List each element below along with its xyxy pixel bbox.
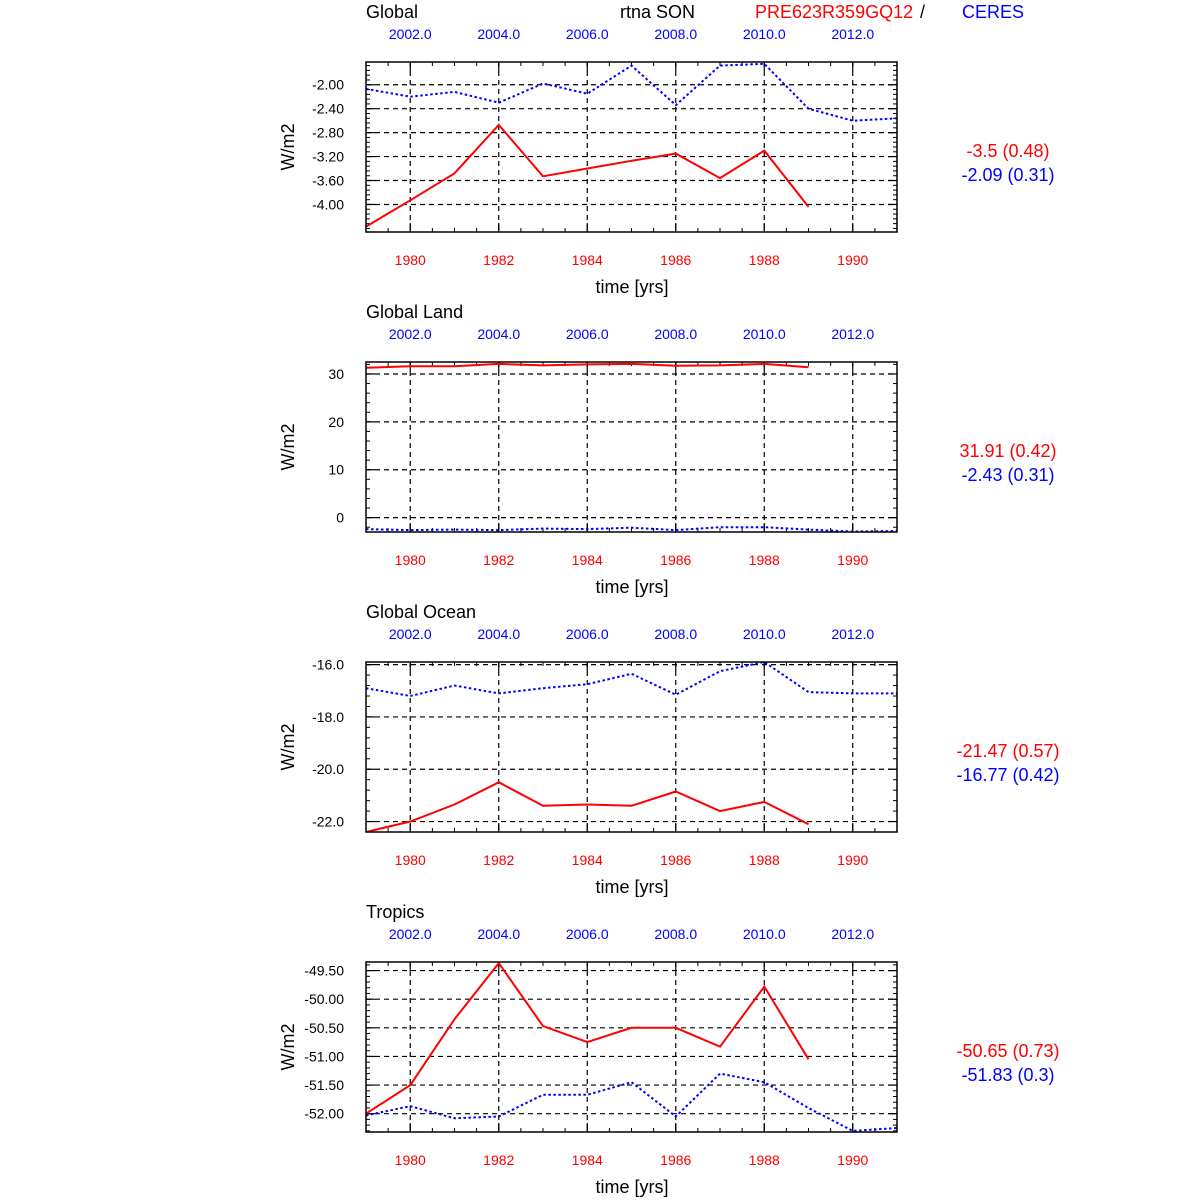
x-bottom-tick-label: 1980 (394, 552, 426, 568)
x-bottom-tick-label: 1982 (483, 552, 515, 568)
chart-panel-2 (278, 302, 1057, 597)
figure-title: rtna SON (620, 2, 696, 22)
plot-frame (366, 362, 897, 532)
y-tick-label: 20 (328, 413, 344, 430)
y-tick-label: 30 (328, 365, 344, 382)
y-tick-label: -16.0 (312, 656, 344, 673)
x-top-tick-label: 2008.0 (654, 326, 698, 342)
x-bottom-tick-label: 1988 (748, 552, 780, 568)
x-bottom-tick-label: 1988 (748, 852, 780, 868)
x-bottom-tick-label: 1986 (660, 852, 692, 868)
x-top-tick-label: 2008.0 (654, 926, 698, 942)
x-bottom-tick-label: 1990 (837, 252, 869, 268)
x-top-tick-label: 2006.0 (565, 326, 609, 342)
y-tick-label: 10 (328, 461, 344, 478)
y-tick-label: -22.0 (312, 813, 344, 830)
x-axis-label: time [yrs] (595, 1177, 669, 1197)
y-tick-label: -18.0 (312, 708, 344, 725)
x-bottom-tick-label: 1984 (571, 252, 603, 268)
x-top-tick-label: 2010.0 (742, 26, 786, 42)
model-legend-label: PRE623R359GQ12 (755, 2, 914, 22)
panel-title: Global Ocean (366, 602, 477, 622)
y-tick-label: 0 (336, 509, 344, 526)
stat-model: -21.47 (0.57) (956, 741, 1060, 761)
x-top-tick-label: 2010.0 (742, 326, 786, 342)
y-tick-label: -51.50 (304, 1077, 344, 1094)
x-top-tick-label: 2004.0 (477, 26, 521, 42)
y-tick-label: -2.00 (312, 76, 344, 93)
plot-frame (366, 962, 897, 1132)
series-line-model (366, 125, 809, 227)
series-line-obs (366, 662, 897, 696)
y-axis-label: W/m2 (278, 423, 298, 471)
x-top-tick-label: 2002.0 (388, 26, 432, 42)
x-bottom-tick-label: 1988 (748, 252, 780, 268)
y-axis-label: W/m2 (278, 123, 298, 171)
stat-obs: -16.77 (0.42) (956, 765, 1060, 785)
x-bottom-tick-label: 1986 (660, 552, 692, 568)
x-axis-label: time [yrs] (595, 877, 669, 897)
y-axis-label: W/m2 (278, 723, 298, 771)
stat-obs: -2.09 (0.31) (961, 165, 1055, 185)
x-top-tick-label: 2002.0 (388, 626, 432, 642)
y-tick-label: -2.40 (312, 100, 344, 117)
x-top-tick-label: 2012.0 (831, 926, 875, 942)
x-bottom-tick-label: 1984 (571, 552, 603, 568)
chart-panel-4 (278, 902, 1060, 1197)
x-bottom-tick-label: 1986 (660, 252, 692, 268)
stat-obs: -51.83 (0.3) (961, 1065, 1055, 1085)
panel-title: Tropics (366, 902, 425, 922)
panel-title: Global Land (366, 302, 464, 322)
series-line-obs (366, 64, 897, 121)
chart-panel-1 (278, 2, 1055, 297)
x-top-tick-label: 2012.0 (831, 26, 875, 42)
panel-title: Global (366, 2, 419, 22)
x-bottom-tick-label: 1982 (483, 252, 515, 268)
x-bottom-tick-label: 1982 (483, 1152, 515, 1168)
x-top-tick-label: 2006.0 (565, 26, 609, 42)
stat-model: -50.65 (0.73) (956, 1041, 1060, 1061)
y-tick-label: -2.80 (312, 124, 344, 141)
stat-model: 31.91 (0.42) (959, 441, 1057, 461)
y-tick-label: -52.00 (304, 1105, 344, 1122)
y-tick-label: -49.50 (304, 962, 344, 979)
stat-model: -3.5 (0.48) (966, 141, 1050, 161)
x-top-tick-label: 2002.0 (388, 926, 432, 942)
x-top-tick-label: 2006.0 (565, 626, 609, 642)
x-top-tick-label: 2008.0 (654, 626, 698, 642)
x-top-tick-label: 2010.0 (742, 626, 786, 642)
y-tick-label: -20.0 (312, 761, 344, 778)
x-top-tick-label: 2006.0 (565, 926, 609, 942)
y-tick-label: -50.50 (304, 1019, 344, 1036)
x-top-tick-label: 2008.0 (654, 26, 698, 42)
x-top-tick-label: 2012.0 (831, 626, 875, 642)
x-bottom-tick-label: 1980 (394, 1152, 426, 1168)
legend-separator: / (920, 2, 926, 22)
y-axis-label: W/m2 (278, 1023, 298, 1071)
x-bottom-tick-label: 1982 (483, 852, 515, 868)
x-bottom-tick-label: 1984 (571, 1152, 603, 1168)
x-bottom-tick-label: 1990 (837, 852, 869, 868)
x-top-tick-label: 2004.0 (477, 626, 521, 642)
obs-legend-label: CERES (962, 2, 1025, 22)
x-top-tick-label: 2004.0 (477, 926, 521, 942)
y-tick-label: -4.00 (312, 196, 344, 213)
x-axis-label: time [yrs] (595, 277, 669, 297)
plot-frame (366, 62, 897, 232)
chart-panel-3 (278, 602, 1060, 897)
x-bottom-tick-label: 1980 (394, 252, 426, 268)
x-bottom-tick-label: 1986 (660, 1152, 692, 1168)
x-bottom-tick-label: 1980 (394, 852, 426, 868)
x-axis-label: time [yrs] (595, 577, 669, 597)
x-bottom-tick-label: 1984 (571, 852, 603, 868)
series-line-obs (366, 1074, 897, 1131)
y-tick-label: -3.60 (312, 172, 344, 189)
x-top-tick-label: 2004.0 (477, 326, 521, 342)
x-bottom-tick-label: 1990 (837, 1152, 869, 1168)
y-tick-label: -50.00 (304, 991, 344, 1008)
x-top-tick-label: 2002.0 (388, 326, 432, 342)
x-top-tick-label: 2012.0 (831, 326, 875, 342)
x-bottom-tick-label: 1990 (837, 552, 869, 568)
y-tick-label: -51.00 (304, 1048, 344, 1065)
x-bottom-tick-label: 1988 (748, 1152, 780, 1168)
y-tick-label: -3.20 (312, 148, 344, 165)
x-top-tick-label: 2010.0 (742, 926, 786, 942)
stat-obs: -2.43 (0.31) (961, 465, 1055, 485)
